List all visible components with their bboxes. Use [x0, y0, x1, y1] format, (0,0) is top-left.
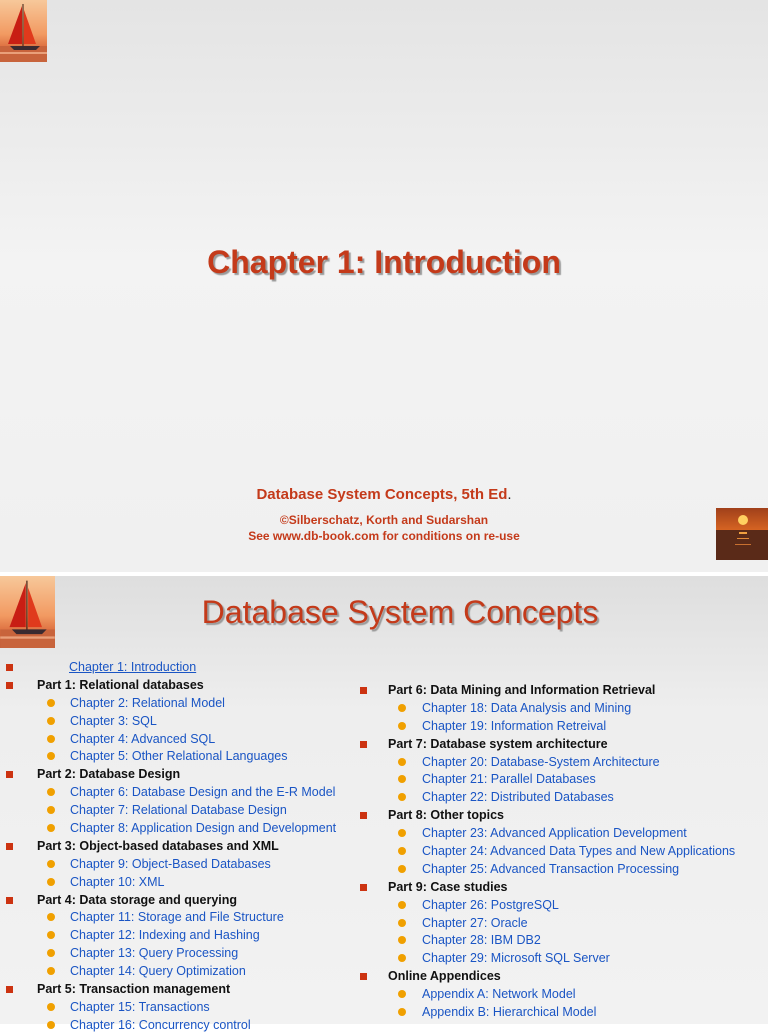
square-bullet-icon [360, 973, 367, 980]
part-item [6, 677, 356, 695]
item-text: Part 2: Database Design [37, 767, 181, 782]
item-text: Chapter 25: Advanced Transaction Processing [422, 861, 680, 876]
item-text: Chapter 3: SQL [70, 713, 157, 728]
item-text: Part 5: Transaction management [37, 982, 231, 997]
item-text: Part 3: Object-based databases and XML [37, 838, 279, 853]
square-bullet-icon [360, 687, 367, 694]
square-bullet-icon [6, 986, 13, 993]
round-bullet-icon [398, 775, 406, 783]
round-bullet-icon [398, 829, 406, 837]
slide-title: Chapter 1: Introduction [207, 244, 561, 280]
book-title-period: . [507, 486, 512, 503]
item-text: Chapter 5: Other Relational Languages [70, 749, 288, 764]
chapter-item [360, 897, 768, 915]
item-text: Chapter 15: Transactions [70, 999, 210, 1014]
part-item [6, 981, 356, 999]
item-text: Chapter 9: Object-Based Databases [70, 856, 271, 871]
round-bullet-icon [398, 936, 406, 944]
part-item [6, 766, 356, 784]
sunset-icon [716, 508, 768, 560]
square-bullet-icon [360, 741, 367, 748]
chapter-item [6, 713, 356, 731]
item-text: Chapter 8: Application Design and Development [70, 821, 337, 836]
round-bullet-icon [47, 699, 55, 707]
part-item [360, 682, 768, 700]
chapter-item [360, 771, 768, 789]
item-text: Chapter 19: Information Retreival [422, 718, 607, 733]
chapter-item [6, 748, 356, 766]
chapter-item [6, 927, 356, 945]
chapter-link[interactable]: Chapter 1: Introduction [69, 660, 197, 674]
chapter-item [360, 950, 768, 968]
copyright-line: ©Silberschatz, Korth and Sudarshan [279, 513, 489, 527]
item-text: Chapter 2: Relational Model [70, 695, 225, 710]
chapter-item [6, 731, 356, 749]
chapter-item [6, 1017, 356, 1035]
item-text: Part 9: Case studies [388, 879, 508, 894]
part-item [360, 968, 768, 986]
reuse-notice: See www.db-book.com for conditions on re-use [248, 529, 520, 543]
square-bullet-icon [6, 682, 13, 689]
chapter-item [6, 999, 356, 1017]
round-bullet-icon [47, 860, 55, 868]
part-item [6, 892, 356, 910]
item-text: Chapter 6: Database Design and the E-R Model [70, 785, 336, 800]
chapter-item [6, 945, 356, 963]
item-text: Chapter 14: Query Optimization [70, 964, 246, 979]
round-bullet-icon [398, 704, 406, 712]
part-item [360, 736, 768, 754]
chapter-item [360, 932, 768, 950]
round-bullet-icon [398, 1008, 406, 1016]
chapter-item [360, 1004, 768, 1022]
chapter-item [6, 820, 356, 838]
item-text: Chapter 4: Advanced SQL [70, 731, 216, 746]
square-bullet-icon [6, 664, 13, 671]
round-bullet-icon [398, 722, 406, 730]
contents-left-column [6, 659, 356, 1035]
square-bullet-icon [360, 884, 367, 891]
item-text: Chapter 18: Data Analysis and Mining [422, 700, 632, 715]
item-text: Part 6: Data Mining and Information Retrieval [388, 683, 656, 697]
round-bullet-icon [47, 752, 55, 760]
item-text: Appendix A: Network Model [422, 987, 576, 1002]
book-title-text: Database System Concepts, 5th Ed [256, 486, 508, 503]
item-text: Part 7: Database system architecture [388, 736, 608, 751]
item-text: Chapter 7: Relational Database Design [70, 803, 287, 818]
item-text: Online Appendices [388, 969, 501, 984]
square-bullet-icon [6, 843, 13, 850]
chapter-item [6, 695, 356, 713]
item-text: Chapter 20: Database-System Architecture [422, 754, 660, 769]
square-bullet-icon [6, 771, 13, 778]
item-text: Chapter 11: Storage and File Structure [70, 910, 284, 925]
round-bullet-icon [398, 990, 406, 998]
round-bullet-icon [398, 847, 406, 855]
round-bullet-icon [47, 717, 55, 725]
round-bullet-icon [398, 919, 406, 927]
chapter-item [6, 784, 356, 802]
square-bullet-icon [6, 897, 13, 904]
chapter-item [360, 861, 768, 879]
chapter-item [360, 754, 768, 772]
round-bullet-icon [398, 901, 406, 909]
contents-title: Database System Concepts [201, 594, 599, 630]
round-bullet-icon [398, 954, 406, 962]
round-bullet-icon [398, 865, 406, 873]
part-item[interactable] [6, 659, 356, 677]
item-text: Part 4: Data storage and querying [37, 892, 238, 907]
sailboat-image [0, 0, 47, 62]
round-bullet-icon [47, 806, 55, 814]
part-item [360, 879, 768, 897]
round-bullet-icon [398, 758, 406, 766]
item-text: Chapter 24: Advanced Data Types and New Applications [422, 844, 736, 859]
round-bullet-icon [47, 949, 55, 957]
round-bullet-icon [47, 967, 55, 975]
part-item [6, 838, 356, 856]
item-text: Chapter 12: Indexing and Hashing [70, 928, 260, 943]
round-bullet-icon [47, 878, 55, 886]
item-text: Part 1: Relational databases [37, 677, 204, 692]
chapter-item [6, 874, 356, 892]
item-text: Part 8: Other topics [388, 808, 504, 823]
round-bullet-icon [398, 793, 406, 801]
chapter-item [360, 915, 768, 933]
sunset-image [716, 508, 768, 560]
item-text: Chapter 21: Parallel Databases [422, 772, 596, 787]
item-text: Appendix B: Hierarchical Model [422, 1005, 597, 1020]
item-text: Chapter 26: PostgreSQL [422, 897, 559, 912]
item-text: Chapter 27: Oracle [422, 915, 528, 930]
chapter-item [6, 909, 356, 927]
item-text: Chapter 23: Advanced Application Development [422, 826, 687, 841]
chapter-item [360, 700, 768, 718]
round-bullet-icon [47, 735, 55, 743]
item-text: Chapter 22: Distributed Databases [422, 790, 614, 805]
item-text: Chapter 28: IBM DB2 [422, 933, 541, 948]
item-text: Chapter 10: XML [70, 874, 165, 889]
round-bullet-icon [47, 1003, 55, 1011]
item-text: Chapter 16: Concurrency control [70, 1017, 251, 1032]
chapter-item [360, 986, 768, 1004]
round-bullet-icon [47, 931, 55, 939]
round-bullet-icon [47, 788, 55, 796]
chapter-item [6, 963, 356, 981]
item-text: Chapter 13: Query Processing [70, 946, 239, 961]
square-bullet-icon [360, 812, 367, 819]
part-item [360, 807, 768, 825]
round-bullet-icon [47, 824, 55, 832]
sailboat-icon [0, 0, 47, 62]
chapter-item [360, 843, 768, 861]
contents-right-column [360, 682, 768, 1022]
chapter-item [6, 802, 356, 820]
chapter-item [360, 789, 768, 807]
round-bullet-icon [47, 1021, 55, 1029]
round-bullet-icon [47, 913, 55, 921]
chapter-item [360, 825, 768, 843]
chapter-item [6, 856, 356, 874]
book-title [0, 486, 768, 503]
item-text: Chapter 29: Microsoft SQL Server [422, 951, 610, 966]
chapter-item [360, 718, 768, 736]
